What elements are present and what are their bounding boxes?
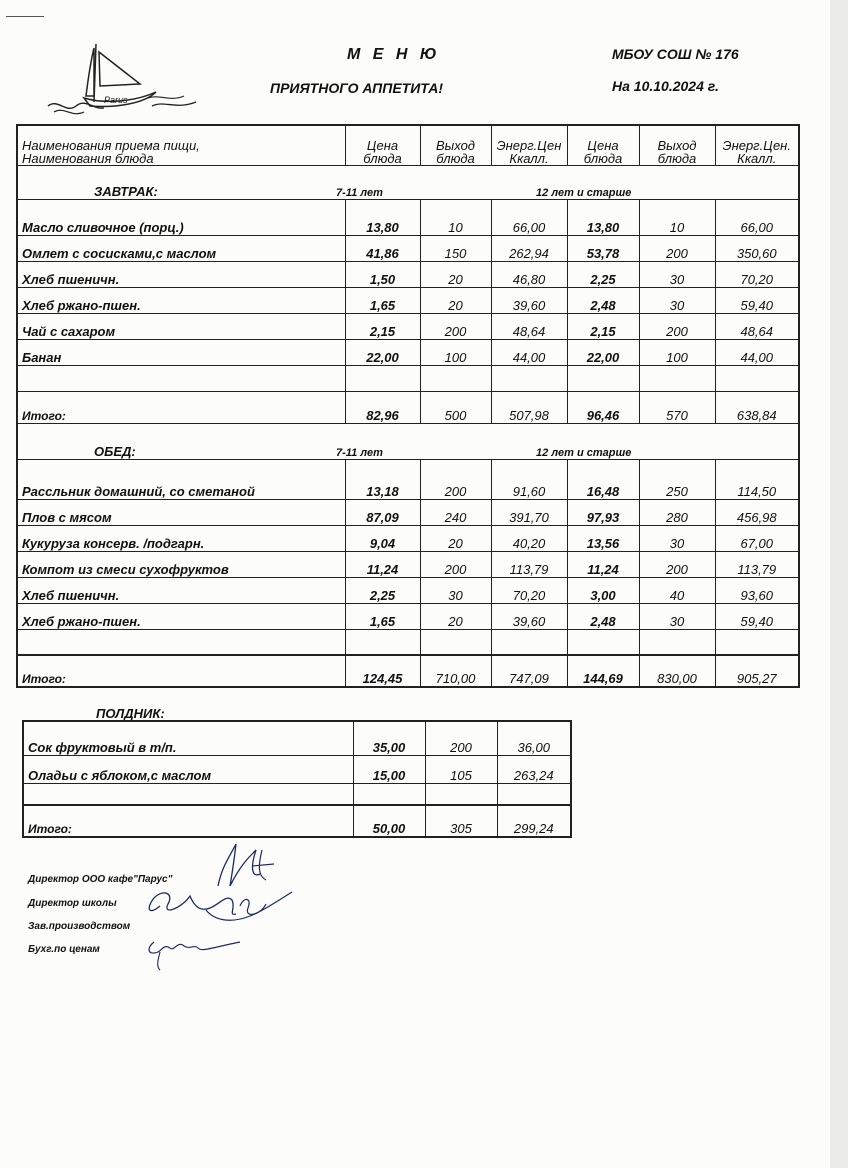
lunch-cell: 87,09 bbox=[345, 499, 420, 525]
snack-dish-name: Сок фруктовый в т/п. bbox=[23, 721, 353, 755]
lunch-total-price-young: 124,45 bbox=[345, 655, 420, 687]
breakfast-dish-name: Банан bbox=[17, 339, 345, 365]
breakfast-row bbox=[17, 313, 799, 339]
lunch-cell: 11,24 bbox=[567, 551, 639, 577]
breakfast-cell: 200 bbox=[420, 313, 491, 339]
breakfast-cell: 53,78 bbox=[567, 235, 639, 261]
breakfast-cell: 2,15 bbox=[345, 313, 420, 339]
breakfast-cell: 30 bbox=[639, 261, 715, 287]
breakfast-cell: 13,80 bbox=[345, 199, 420, 235]
menu-subtitle: ПРИЯТНОГО АППЕТИТА! bbox=[270, 80, 444, 96]
lunch-cell: 30 bbox=[639, 525, 715, 551]
lunch-cell: 200 bbox=[420, 459, 491, 499]
breakfast-cell: 13,80 bbox=[567, 199, 639, 235]
lunch-rows bbox=[17, 459, 799, 629]
lunch-cell: 93,60 bbox=[715, 577, 799, 603]
snack-total-yield: 305 bbox=[425, 805, 497, 837]
lunch-cell: 456,98 bbox=[715, 499, 799, 525]
lunch-cell: 200 bbox=[639, 551, 715, 577]
breakfast-age-old: 12 лет и старше bbox=[536, 186, 632, 199]
lunch-cell: 39,60 bbox=[491, 603, 567, 629]
lunch-cell: 1,65 bbox=[345, 603, 420, 629]
breakfast-cell: 59,40 bbox=[715, 287, 799, 313]
breakfast-cell: 2,25 bbox=[567, 261, 639, 287]
lunch-cell: 250 bbox=[639, 459, 715, 499]
lunch-cell: 30 bbox=[420, 577, 491, 603]
signature-director-cafe: Директор ООО кафе"Парус" bbox=[28, 874, 173, 885]
header-energy-young: Энерг.Цен Ккалл. bbox=[491, 125, 567, 165]
lunch-section-row bbox=[17, 423, 799, 459]
breakfast-cell: 10 bbox=[420, 199, 491, 235]
breakfast-cell: 200 bbox=[639, 313, 715, 339]
lunch-cell: 2,48 bbox=[567, 603, 639, 629]
lunch-total-energy-young: 747,09 bbox=[491, 655, 567, 687]
lunch-cell: 13,56 bbox=[567, 525, 639, 551]
breakfast-cell: 350,60 bbox=[715, 235, 799, 261]
header-name-cell bbox=[17, 125, 345, 165]
lunch-row bbox=[17, 603, 799, 629]
snack-cell: 36,00 bbox=[497, 721, 571, 755]
breakfast-cell: 44,00 bbox=[715, 339, 799, 365]
lunch-cell: 2,25 bbox=[345, 577, 420, 603]
lunch-dish-name: Хлеб ржано-пшен. bbox=[17, 603, 345, 629]
breakfast-cell: 100 bbox=[420, 339, 491, 365]
lunch-row bbox=[17, 577, 799, 603]
breakfast-cell: 30 bbox=[639, 287, 715, 313]
breakfast-total-yield-old: 570 bbox=[639, 391, 715, 423]
breakfast-cell: 200 bbox=[639, 235, 715, 261]
header-name-line1: Наименования приема пищи, bbox=[22, 137, 200, 153]
header-yield-old: Выход блюда bbox=[639, 125, 715, 165]
lunch-cell: 20 bbox=[420, 603, 491, 629]
lunch-cell: 30 bbox=[639, 603, 715, 629]
column-header-row bbox=[17, 125, 799, 165]
lunch-row bbox=[17, 525, 799, 551]
menu-title: М Е Н Ю bbox=[347, 46, 441, 63]
snack-empty-row bbox=[23, 783, 571, 805]
breakfast-cell: 150 bbox=[420, 235, 491, 261]
signature-accountant: Бухг.по ценам bbox=[28, 944, 100, 955]
snack-row bbox=[23, 721, 571, 755]
snack-cell: 263,24 bbox=[497, 755, 571, 783]
breakfast-cell: 48,64 bbox=[715, 313, 799, 339]
breakfast-cell: 70,20 bbox=[715, 261, 799, 287]
lunch-cell: 280 bbox=[639, 499, 715, 525]
lunch-row bbox=[17, 551, 799, 577]
corner-mark bbox=[6, 16, 44, 17]
school-name: МБОУ СОШ № 176 bbox=[612, 46, 739, 62]
lunch-label: ОБЕД: bbox=[94, 443, 136, 459]
breakfast-rows bbox=[17, 199, 799, 365]
lunch-cell: 97,93 bbox=[567, 499, 639, 525]
lunch-age-old: 12 лет и старше bbox=[536, 446, 632, 459]
lunch-cell: 3,00 bbox=[567, 577, 639, 603]
lunch-dish-name: Хлеб пшеничн. bbox=[17, 577, 345, 603]
lunch-age-young: 7-11 лет bbox=[336, 446, 383, 459]
breakfast-dish-name: Масло сливочное (порц.) bbox=[17, 199, 345, 235]
lunch-row bbox=[17, 499, 799, 525]
snack-table bbox=[22, 720, 572, 838]
lunch-cell: 113,79 bbox=[491, 551, 567, 577]
breakfast-cell: 46,80 bbox=[491, 261, 567, 287]
breakfast-cell: 20 bbox=[420, 261, 491, 287]
snack-total-label: Итого: bbox=[23, 805, 353, 837]
menu-date: На 10.10.2024 г. bbox=[612, 78, 719, 94]
snack-rows bbox=[23, 721, 571, 783]
signature-production: Зав.производством bbox=[28, 921, 131, 932]
breakfast-cell: 20 bbox=[420, 287, 491, 313]
snack-cell: 105 bbox=[425, 755, 497, 783]
snack-label: ПОЛДНИК: bbox=[96, 706, 165, 721]
lunch-cell: 9,04 bbox=[345, 525, 420, 551]
breakfast-empty-row bbox=[17, 365, 799, 391]
lunch-cell: 200 bbox=[420, 551, 491, 577]
breakfast-total-energy-old: 638,84 bbox=[715, 391, 799, 423]
breakfast-total-row bbox=[17, 391, 799, 423]
lunch-total-row bbox=[17, 655, 799, 687]
lunch-row bbox=[17, 459, 799, 499]
header-price-young: Цена блюда bbox=[345, 125, 420, 165]
breakfast-total-yield-young: 500 bbox=[420, 391, 491, 423]
breakfast-row bbox=[17, 261, 799, 287]
lunch-cell: 40,20 bbox=[491, 525, 567, 551]
breakfast-cell: 22,00 bbox=[567, 339, 639, 365]
header-energy-old: Энерг.Цен. Ккалл. bbox=[715, 125, 799, 165]
breakfast-label: ЗАВТРАК: bbox=[94, 183, 158, 199]
breakfast-total-price-old: 96,46 bbox=[567, 391, 639, 423]
lunch-dish-name: Рассльник домашний, со сметаной bbox=[17, 459, 345, 499]
breakfast-cell: 1,65 bbox=[345, 287, 420, 313]
lunch-cell: 91,60 bbox=[491, 459, 567, 499]
snack-total-energy: 299,24 bbox=[497, 805, 571, 837]
breakfast-section-row bbox=[17, 165, 799, 199]
snack-total-price: 50,00 bbox=[353, 805, 425, 837]
breakfast-dish-name: Хлеб пшеничн. bbox=[17, 261, 345, 287]
breakfast-cell: 2,48 bbox=[567, 287, 639, 313]
sailboat-logo bbox=[44, 40, 204, 120]
lunch-dish-name: Компот из смеси сухофруктов bbox=[17, 551, 345, 577]
breakfast-total-energy-young: 507,98 bbox=[491, 391, 567, 423]
breakfast-cell: 262,94 bbox=[491, 235, 567, 261]
breakfast-cell: 41,86 bbox=[345, 235, 420, 261]
snack-dish-name: Оладьи с яблоком,с маслом bbox=[23, 755, 353, 783]
breakfast-cell: 44,00 bbox=[491, 339, 567, 365]
lunch-cell: 16,48 bbox=[567, 459, 639, 499]
snack-cell: 15,00 bbox=[353, 755, 425, 783]
lunch-total-yield-old: 830,00 bbox=[639, 655, 715, 687]
lunch-cell: 40 bbox=[639, 577, 715, 603]
header-price-old: Цена блюда bbox=[567, 125, 639, 165]
lunch-dish-name: Плов с мясом bbox=[17, 499, 345, 525]
lunch-cell: 13,18 bbox=[345, 459, 420, 499]
breakfast-total-price-young: 82,96 bbox=[345, 391, 420, 423]
breakfast-dish-name: Хлеб ржано-пшен. bbox=[17, 287, 345, 313]
breakfast-cell: 100 bbox=[639, 339, 715, 365]
snack-total-row bbox=[23, 805, 571, 837]
lunch-cell: 20 bbox=[420, 525, 491, 551]
page-edge bbox=[830, 0, 848, 1168]
signature-director-school: Директор школы bbox=[28, 898, 117, 909]
lunch-cell: 70,20 bbox=[491, 577, 567, 603]
header-name-line2: Наименования блюда bbox=[22, 150, 154, 165]
lunch-cell: 240 bbox=[420, 499, 491, 525]
breakfast-dish-name: Чай с сахаром bbox=[17, 313, 345, 339]
breakfast-cell: 10 bbox=[639, 199, 715, 235]
breakfast-row bbox=[17, 199, 799, 235]
breakfast-row bbox=[17, 339, 799, 365]
breakfast-row bbox=[17, 235, 799, 261]
svg-text:Parus: Parus bbox=[104, 95, 128, 105]
handwritten-signatures bbox=[140, 836, 310, 976]
breakfast-row bbox=[17, 287, 799, 313]
lunch-total-energy-old: 905,27 bbox=[715, 655, 799, 687]
breakfast-cell: 39,60 bbox=[491, 287, 567, 313]
breakfast-cell: 66,00 bbox=[491, 199, 567, 235]
lunch-total-price-old: 144,69 bbox=[567, 655, 639, 687]
lunch-dish-name: Кукуруза консерв. /подгарн. bbox=[17, 525, 345, 551]
lunch-cell: 59,40 bbox=[715, 603, 799, 629]
snack-cell: 200 bbox=[425, 721, 497, 755]
lunch-total-yield-young: 710,00 bbox=[420, 655, 491, 687]
snack-row bbox=[23, 755, 571, 783]
lunch-cell: 114,50 bbox=[715, 459, 799, 499]
snack-cell: 35,00 bbox=[353, 721, 425, 755]
breakfast-cell: 1,50 bbox=[345, 261, 420, 287]
breakfast-dish-name: Омлет с сосисками,с маслом bbox=[17, 235, 345, 261]
header-yield-young: Выход блюда bbox=[420, 125, 491, 165]
breakfast-cell: 48,64 bbox=[491, 313, 567, 339]
breakfast-total-label: Итого: bbox=[17, 391, 345, 423]
lunch-empty-row bbox=[17, 629, 799, 655]
breakfast-age-young: 7-11 лет bbox=[336, 186, 383, 199]
lunch-total-label: Итого: bbox=[17, 655, 345, 687]
breakfast-cell: 66,00 bbox=[715, 199, 799, 235]
breakfast-cell: 2,15 bbox=[567, 313, 639, 339]
lunch-cell: 67,00 bbox=[715, 525, 799, 551]
breakfast-cell: 22,00 bbox=[345, 339, 420, 365]
lunch-cell: 391,70 bbox=[491, 499, 567, 525]
main-menu-table bbox=[16, 124, 800, 688]
lunch-cell: 11,24 bbox=[345, 551, 420, 577]
lunch-cell: 113,79 bbox=[715, 551, 799, 577]
